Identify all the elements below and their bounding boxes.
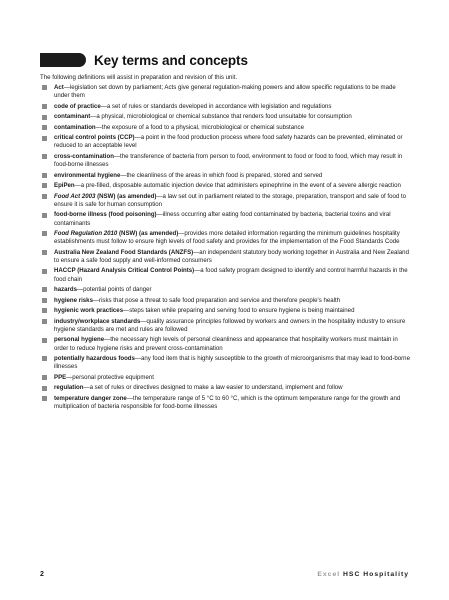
term-item [40,297,412,305]
intro-text: The following definitions will assist in preparation and revision of this unit. [40,74,238,81]
term-item [40,395,412,411]
term-name: temperature danger zone [54,394,127,402]
term-item [40,103,412,111]
term-item [40,211,412,227]
term-name: hazards [54,286,78,294]
term-definition: steps taken while preparing and serving food to ensure hygiene is being maintained [129,307,355,315]
term-name: critical control points (CCP) [54,134,135,142]
term-name: regulation [54,384,84,392]
em-dash: — [123,307,130,315]
term-definition: the necessary high levels of personal cleanliness and appearance that hospitality workers must maintain in order to reduce hygiene risks and prevent cross-contamination [54,336,398,352]
term-item [40,384,412,392]
term-name: PPE [54,373,67,381]
term-definition: a set of rules or directives designed to make a law easier to understand, implement and follow [89,384,343,392]
term-item [40,172,412,180]
term-definition: any food item that is highly susceptible to the growth of microorganisms that may lead to food-borne illnesses [54,355,410,371]
section-heading [40,52,248,68]
term-name: cross-contamination [54,152,114,160]
term-name: Food Regulation 2010 [54,230,118,238]
square-bullet-icon [42,269,47,274]
term-definition: quality assurance principles followed by workers and owners in the hospitality industry to ensure hygiene standards are met and rules are followed [54,317,406,333]
term-item [40,124,412,132]
term-definition: personal protective equipment [72,373,154,381]
term-name: hygiene risks [54,296,93,304]
em-dash: — [95,123,102,131]
square-bullet-icon [42,231,47,236]
footer-brand [317,571,409,578]
em-dash: — [66,373,73,381]
brand-series: HSC Hospitality [343,571,409,578]
term-definition: the exposure of a food to a physical, microbiological or chemical substance [101,123,304,131]
square-bullet-icon [42,173,47,178]
em-dash: — [104,336,111,344]
term-definition: an independent statutory body working together in Australia and New Zealand to ensure a safe food supply and well-informed consumers [54,248,409,264]
em-dash: — [83,384,90,392]
square-bullet-icon [42,338,47,343]
term-definition: potential points of danger [83,286,152,294]
term-name-suffix: (NSW) (as amended) [117,230,179,238]
em-dash: — [77,286,84,294]
square-bullet-icon [42,154,47,159]
term-name: industry/workplace standards [54,317,141,325]
term-definition: the temperature range of 5 °C to 60 °C, which is the optimum temperature range for the growth and multiplication of bacteria responsible for food-borne illnesses [54,394,401,410]
key-terms-list [40,84,412,413]
square-bullet-icon [42,298,47,303]
term-definition: the transference of bacteria from person to food, environment to food or food to food, which may result in food-borne illnesses [54,152,403,169]
term-name: Australia New Zealand Food Standards (ANZFS) [54,248,194,256]
em-dash: — [178,230,185,238]
term-item [40,84,412,100]
term-name: personal hygiene [54,336,105,344]
term-definition: a pre-filled, disposable automatic injection device that administers epinephrine in the event of a severe allergic reaction [80,182,401,190]
term-definition: legislation set down by parliament; Acts give general regulation-making powers and allow specific regulations to be made under them [54,84,396,100]
term-item [40,113,412,121]
square-bullet-icon [42,250,47,255]
term-name: environmental hygiene [54,171,121,179]
square-bullet-icon [42,115,47,120]
em-dash: — [100,102,107,110]
term-name: Food Act 2003 [54,192,96,200]
term-item [40,307,412,315]
term-name: potentially hazardous foods [54,355,135,363]
term-name: food-borne illness (food poisoning) [54,211,157,219]
em-dash: — [120,171,127,179]
square-bullet-icon [42,308,47,313]
square-bullet-icon [42,386,47,391]
em-dash: — [134,134,141,142]
term-definition: provides more detailed information regarding the minimum guidelines hospitality establishments must follow to ensure high levels of food safety and provides for the implementation of the Food Standards Code [54,230,400,246]
em-dash: — [194,267,201,275]
term-name: code of practice [54,102,101,110]
em-dash: — [74,182,81,190]
square-bullet-icon [42,213,47,218]
term-definition: the cleanliness of the areas in which food is prepared, stored and served [126,171,323,179]
term-name: hygienic work practices [54,307,124,315]
square-bullet-icon [42,356,47,361]
term-item [40,286,412,294]
term-item [40,182,412,190]
em-dash: — [90,113,97,121]
term-item [40,153,412,169]
term-item [40,336,412,352]
term-item [40,374,412,382]
term-definition: a point in the food production process where food safety hazards can be prevented, eliminated or reduced to an acceptable level [54,134,403,150]
em-dash: — [193,248,200,256]
term-definition: risks that pose a threat to safe food preparation and service and therefore people's health [99,296,341,304]
term-name-suffix: (NSW) (as amended) [95,192,157,200]
heading-tab-graphic [40,53,86,67]
square-bullet-icon [42,396,47,401]
term-definition: a physical, microbiological or chemical substance that renders food unsuitable for consumption [96,113,352,121]
em-dash: — [92,296,100,304]
em-dash: — [156,211,163,219]
square-bullet-icon [42,287,47,292]
em-dash: — [63,84,70,91]
square-bullet-icon [42,85,47,90]
em-dash: — [134,355,142,363]
term-definition: a food safety program designed to identify and control harmful hazards in the food chain [54,267,408,283]
term-item [40,134,412,150]
square-bullet-icon [42,125,47,130]
term-item [40,249,412,265]
em-dash: — [113,152,121,160]
heading-title: Key terms and concepts [94,52,248,68]
term-item [40,318,412,334]
em-dash: — [156,192,163,200]
term-name: Act [54,84,64,91]
term-name: contaminant [54,113,91,121]
square-bullet-icon [42,183,47,188]
term-name: EpiPen [54,182,75,190]
em-dash: — [126,394,133,402]
term-name: HACCP (Hazard Analysis Critical Control Points) [54,267,195,275]
term-item [40,355,412,371]
square-bullet-icon [42,194,47,199]
page-number: 2 [40,571,44,578]
term-definition: a law set out in parliament related to the storage, preparation, transport and sale of food to ensure it is safe for human consumption [54,192,407,208]
em-dash: — [140,317,147,325]
brand-prefix: Excel [317,571,341,578]
square-bullet-icon [42,375,47,380]
term-definition: a set of rules or standards developed in accordance with legislation and regulations [106,102,332,110]
square-bullet-icon [42,104,47,109]
term-name: contamination [54,123,96,131]
square-bullet-icon [42,319,47,324]
term-item [40,230,412,246]
term-definition: illness occurring after eating food contaminated by bacteria, bacterial toxins and viral contaminants [54,211,391,227]
term-item [40,193,412,209]
square-bullet-icon [42,136,47,141]
term-item [40,267,412,283]
